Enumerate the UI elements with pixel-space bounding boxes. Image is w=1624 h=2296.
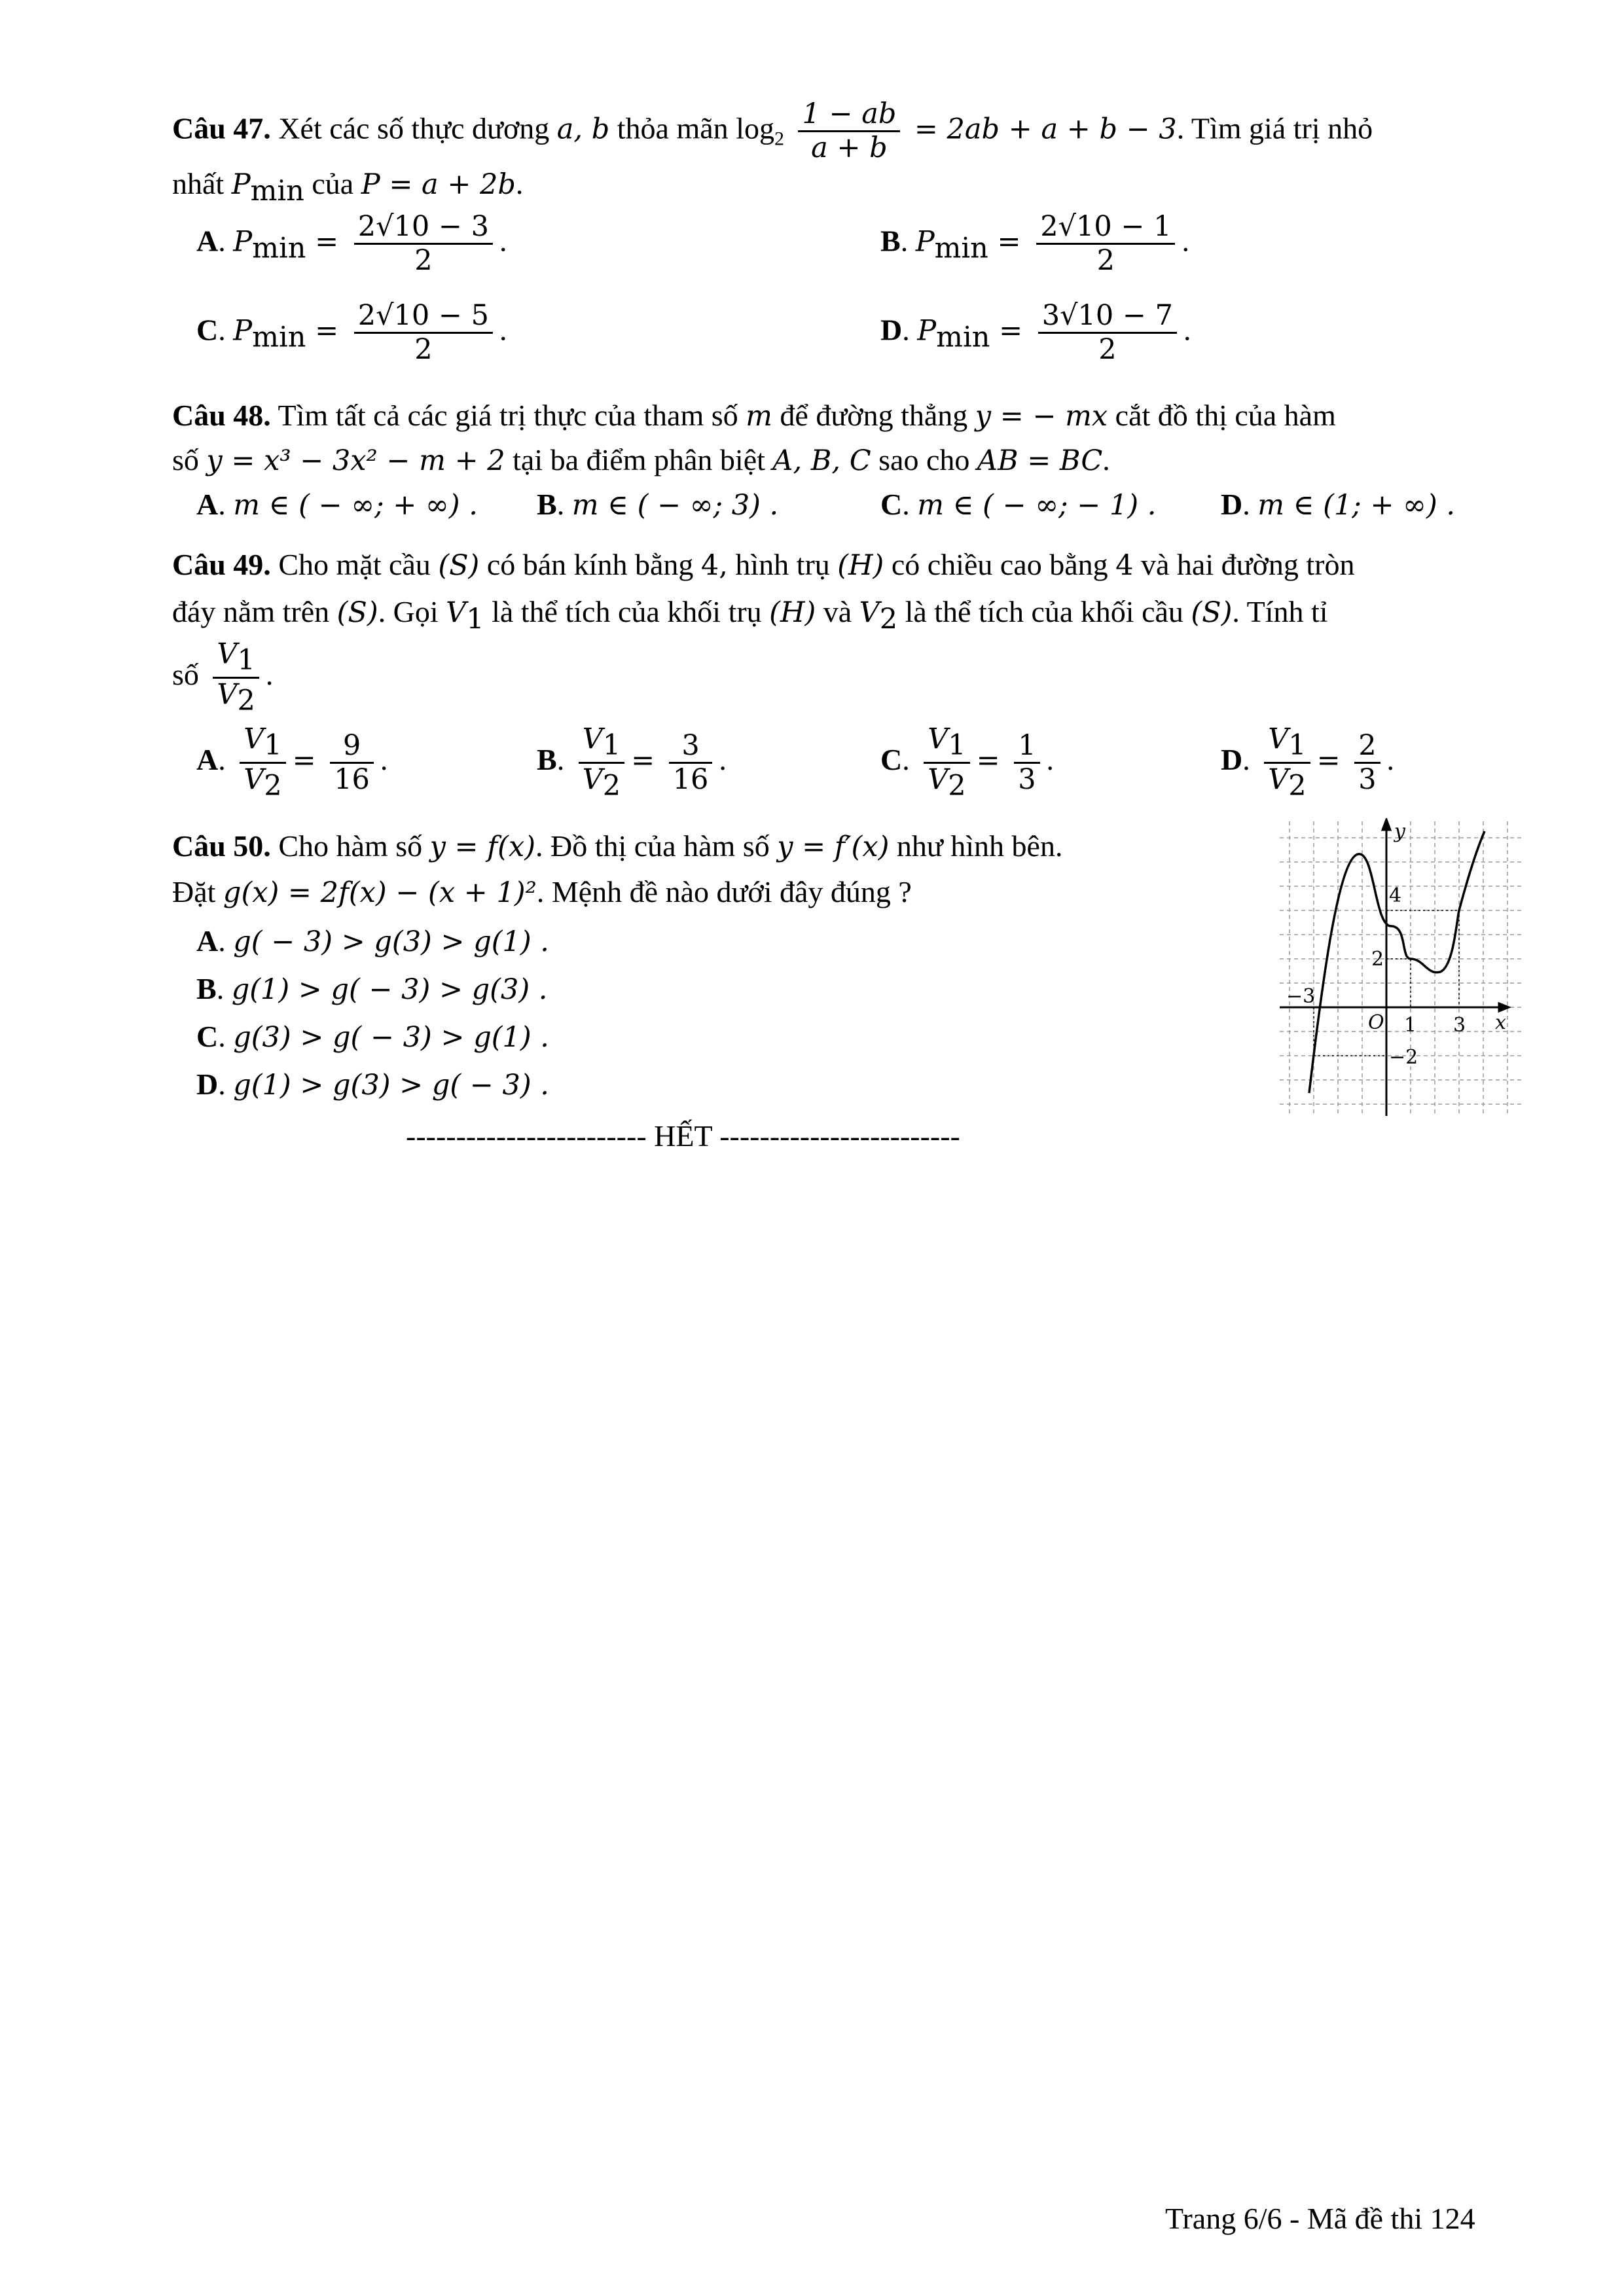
option-num: 2√10 − 1 <box>1040 210 1172 243</box>
option-num: 2√10 − 5 <box>357 299 489 332</box>
q50-eq1: y = f(x) <box>429 831 535 863</box>
q49-H: (H) <box>769 596 816 629</box>
q49-V: V <box>217 637 238 670</box>
option-den: 2 <box>1096 244 1115 278</box>
option-fraction <box>354 300 493 367</box>
q50-graph <box>1276 818 1525 1119</box>
q49-ratio <box>213 638 259 717</box>
graph-grid <box>1280 821 1522 1116</box>
q49-text: hình trụ <box>735 548 830 581</box>
q47-frac-den: a + b <box>811 132 888 165</box>
q49-sub: 2 <box>237 684 255 717</box>
option-letter: B <box>537 743 557 777</box>
q49-text: số <box>172 658 199 692</box>
q47-label: Câu 47. <box>172 111 271 145</box>
q49-text: có chiều cao bằng <box>891 548 1108 581</box>
end-marker: ------------------------ HẾT ------------------------ <box>406 1119 960 1153</box>
option-text: m ∈ ( − ∞; 3) . <box>571 489 779 522</box>
q49-option-a[interactable]: A. $\frac{V_1}{V_2}$ = $\frac{9}{16}$ . <box>196 723 388 802</box>
option-letter: C <box>196 313 219 347</box>
q48-option-c[interactable]: C. m ∈ ( − ∞; − 1) . <box>880 488 1157 522</box>
q50-line1 <box>172 831 1062 861</box>
q48-text: để đường thẳng <box>780 399 968 432</box>
q49-H: (H) <box>837 549 884 582</box>
option-letter: D <box>196 1067 219 1101</box>
q47-rhs: = 2ab + a + b − 3 <box>914 113 1177 146</box>
q47-text: . Tìm giá trị nhỏ <box>1176 111 1373 145</box>
q49-option-d[interactable]: D. $\frac{V_1}{V_2}$ = $\frac{2}{3}$ . <box>1221 723 1395 802</box>
q50-option-b[interactable]: B. g(1) > g( − 3) > g(3) . <box>196 972 548 1006</box>
q50-text: . Đồ thị của hàm số <box>535 829 770 863</box>
q47-option-d[interactable]: D. $P_{min}$ = $\frac{3√10 - 7}{2}$ . <box>880 299 1191 367</box>
q49-option-c[interactable]: C. $\frac{V_1}{V_2}$ = $\frac{1}{3}$ . <box>880 723 1055 802</box>
option-text: m ∈ (1; + ∞) . <box>1257 489 1456 522</box>
option-letter: A <box>196 488 219 521</box>
q49-text: . Gọi <box>378 595 439 628</box>
q49-S: (S) <box>1191 596 1233 629</box>
q48-eq1: y = − mx <box>975 400 1108 433</box>
q50-text: như hình bên. <box>896 829 1063 863</box>
q49-line2 <box>172 597 1328 634</box>
option-letter: C <box>880 743 903 777</box>
q48-text: Tìm tất cả các giá trị thực của tham số <box>278 399 738 432</box>
q49-sub: 1 <box>237 643 255 677</box>
graph-y-label: y <box>1394 820 1405 843</box>
q49-height: 4 <box>1115 549 1134 582</box>
option-letter: D <box>1221 743 1243 777</box>
q49-text: đáy nằm trên <box>172 595 330 628</box>
q50-text: . Mệnh đề nào dưới đây đúng ? <box>536 875 912 908</box>
option-fraction <box>1038 300 1177 367</box>
q49-label: Câu 49. <box>172 548 271 581</box>
option-text: g( − 3) > g(3) > g(1) . <box>233 925 549 958</box>
tick-three: 3 <box>1453 1014 1466 1037</box>
q49-V: V <box>446 596 467 629</box>
option-den: 2 <box>414 244 433 278</box>
q50-option-d[interactable]: D. g(1) > g(3) > g( − 3) . <box>196 1067 549 1102</box>
option-den: 3 <box>1358 763 1377 797</box>
q50-text: Cho hàm số <box>278 829 423 863</box>
option-letter: D <box>880 313 903 347</box>
q47-log: log <box>736 111 774 145</box>
q49-V: V <box>859 596 880 629</box>
q49-text: Cho mặt cầu <box>278 548 431 581</box>
q50-option-a[interactable]: A. g( − 3) > g(3) > g(1) . <box>196 924 549 958</box>
q48-eq2: y = x³ − 3x² − m + 2 <box>206 444 505 477</box>
tick-two: 2 <box>1371 948 1384 971</box>
option-num: 3√10 − 7 <box>1041 299 1173 332</box>
option-letter: B <box>196 972 217 1005</box>
tick-neg3: −3 <box>1286 985 1316 1008</box>
option-num: 9 <box>342 728 361 762</box>
option-num: 2 <box>1358 728 1377 762</box>
option-den: 3 <box>1018 763 1036 797</box>
q48-option-b[interactable]: B. m ∈ ( − ∞; 3) . <box>537 488 779 522</box>
option-den: 2 <box>1098 333 1117 367</box>
option-num: 2√10 − 3 <box>357 210 489 243</box>
q47-period: . <box>515 167 524 200</box>
q50-option-c[interactable]: C. g(3) > g( − 3) > g(1) . <box>196 1020 549 1054</box>
option-letter: B <box>880 224 901 258</box>
q47-option-c[interactable]: C. $P_{min}$ = $\frac{2√10 - 5}{2}$ . <box>196 299 507 367</box>
option-letter: A <box>196 743 219 777</box>
option-fraction <box>1354 730 1380 797</box>
option-fraction <box>354 211 493 278</box>
q49-text: và hai đường tròn <box>1141 548 1355 581</box>
option-letter: B <box>537 488 557 521</box>
q48-text: số <box>172 443 199 476</box>
q50-label: Câu 50. <box>172 829 271 863</box>
q47-text: thỏa mãn <box>617 111 729 145</box>
q48-eq3: AB = BC <box>977 444 1103 477</box>
page-footer: Trang 6/6 - Mã đề thi 124 <box>1165 2202 1475 2235</box>
graph-origin-label: O <box>1368 1011 1384 1034</box>
option-text: g(1) > g(3) > g( − 3) . <box>233 1069 549 1102</box>
q49-text: là thể tích của khối trụ <box>492 595 762 628</box>
q47-expr: P = a + 2b <box>361 168 516 201</box>
option-num: 1 <box>1018 728 1036 762</box>
graph-labels <box>1368 820 1506 1034</box>
option-letter: C <box>880 488 903 521</box>
q48-option-a[interactable]: A. m ∈ ( − ∞; + ∞) . <box>196 488 478 522</box>
q47-text: của <box>312 167 354 200</box>
option-letter: A <box>196 924 219 958</box>
option-text: m ∈ ( − ∞; + ∞) . <box>233 489 478 522</box>
option-text: g(1) > g( − 3) > g(3) . <box>231 973 548 1006</box>
q49-S: (S) <box>336 596 378 629</box>
graph-x-label: x <box>1495 1011 1506 1034</box>
q47-P: P <box>231 168 251 201</box>
q47-line1 <box>172 98 1373 165</box>
option-text: m ∈ ( − ∞; − 1) . <box>917 489 1157 522</box>
q49-text: có bán kính bằng <box>486 548 694 581</box>
option-text: g(3) > g( − 3) > g(1) . <box>233 1021 549 1054</box>
option-letter: C <box>196 1020 219 1053</box>
option-den: 2 <box>414 333 433 367</box>
q48-text: tại ba điểm phân biệt <box>513 443 765 476</box>
tick-neg2: −2 <box>1389 1046 1418 1069</box>
q49-line1 <box>172 550 1354 580</box>
tick-four: 4 <box>1389 884 1402 907</box>
option-fraction <box>669 730 713 797</box>
q49-radius: 4, <box>700 549 728 582</box>
q47-text: nhất <box>172 167 225 200</box>
q49-sub: 1 <box>466 603 484 636</box>
q47-text: Xét các số thực dương <box>278 111 550 145</box>
q48-m: m <box>746 400 772 433</box>
q47-frac-num: 1 − ab <box>802 98 897 130</box>
option-letter: D <box>1221 488 1243 521</box>
option-fraction <box>1036 211 1175 278</box>
q47-option-a[interactable]: A. $P_{min}$ = $\frac{2√10 - 3}{2}$ . <box>196 210 507 278</box>
q49-text: . Tính tỉ <box>1232 595 1328 628</box>
graph-ticks <box>1286 884 1466 1069</box>
q50-line2 <box>172 877 912 907</box>
q49-S: (S) <box>438 549 480 582</box>
q49-sub: 2 <box>879 603 898 636</box>
q50-eq2: y = f′(x) <box>777 831 890 863</box>
option-den: 16 <box>334 763 370 797</box>
q48-label: Câu 48. <box>172 399 271 432</box>
q47-vars: a, b <box>556 113 610 146</box>
q50-text: Đặt <box>172 875 216 908</box>
q48-text: cắt đồ thị của hàm <box>1115 399 1336 432</box>
q48-line1 <box>172 401 1336 431</box>
q47-option-b[interactable]: B. $P_{min}$ = $\frac{2√10 - 1}{2}$ . <box>880 210 1189 278</box>
q50-eq3: g(x) = 2f(x) − (x + 1)² <box>223 876 537 909</box>
q48-points: A, B, C <box>772 444 871 477</box>
q47-P-sub: min <box>250 175 304 208</box>
option-letter: A <box>196 224 219 258</box>
q48-text: sao cho <box>878 443 970 476</box>
q49-line3: số $\frac{V_1}{V_2}$ . <box>172 637 274 717</box>
q48-option-d[interactable]: D. m ∈ (1; + ∞) . <box>1221 488 1456 522</box>
option-fraction <box>1014 730 1039 797</box>
tick-one: 1 <box>1404 1014 1417 1037</box>
q48-line2: số y = x³ − 3x² − m + 2 tại ba điểm phân biệt A, B, C sao cho AB = BC. <box>172 443 1110 477</box>
q47-fraction <box>798 98 900 165</box>
q47-log-base: 2 <box>774 128 784 150</box>
option-den: 16 <box>672 763 709 797</box>
q49-option-b[interactable]: B. $\frac{V_1}{V_2}$ = $\frac{3}{16}$ . <box>537 723 727 802</box>
q49-V: V <box>217 678 238 711</box>
option-num: 3 <box>681 728 700 762</box>
q49-text: và <box>823 595 852 628</box>
q47-line2 <box>172 169 523 206</box>
q49-text: là thể tích của khối cầu <box>905 595 1183 628</box>
option-fraction <box>330 730 374 797</box>
